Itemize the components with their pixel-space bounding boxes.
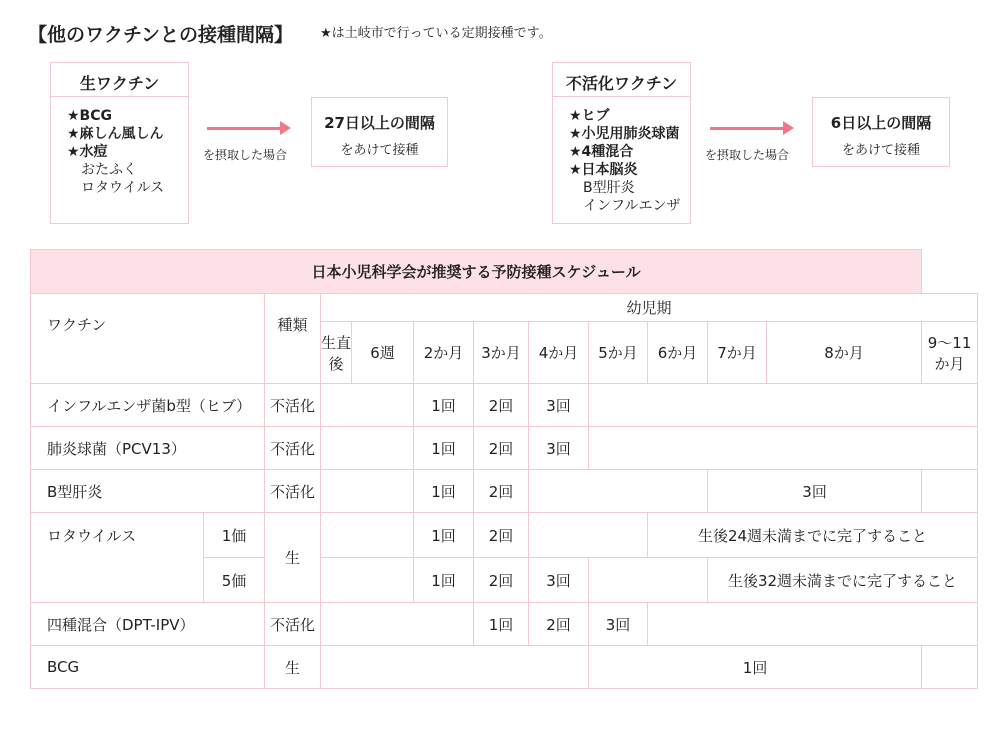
live-arrow-label: を摂取した場合 [203,148,288,162]
inactive-interval-box [812,97,950,167]
vaccine-type: 不活化 [265,427,321,470]
vaccine-variant: 5価 [204,558,265,603]
dose-cell: 1回 [414,558,474,603]
vaccine-type: 生 [265,646,321,689]
period-header-cell: 4か月 [529,322,589,384]
period-header-cell: 8か月 [767,322,922,384]
vaccine-name: インフルエンザ菌b型（ヒブ） [31,384,265,427]
list-item: インフルエンザ [583,198,681,214]
live-vaccine-heading: 生ワクチン [79,74,160,93]
live-interval-box [311,97,448,167]
empty-cell [321,427,414,470]
inactive-interval-note: をあけて接種 [841,143,920,158]
dose-cell: 1回 [589,646,922,689]
vaccine-type: 不活化 [265,603,321,646]
vaccine-type: 不活化 [265,470,321,513]
dose-cell: 3回 [708,470,922,513]
empty-cell [529,513,648,558]
vaccine-name: ロタウイルス [31,513,204,603]
dose-cell: 2回 [474,384,529,427]
dose-cell: 1回 [414,427,474,470]
live-vaccine-heading-box [50,62,189,98]
list-item: ★水痘 [67,144,108,160]
period-header: 幼児期 [321,294,978,322]
empty-cell [589,427,978,470]
type-column-header: 種類 [265,294,321,384]
vaccine-name: BCG [31,646,265,689]
dose-cell: 3回 [529,427,589,470]
period-header-cell: 6か月 [648,322,708,384]
schedule-table [30,249,978,689]
arrow-right-icon [207,127,281,130]
dose-cell: 1回 [414,470,474,513]
inactive-arrow-label: を摂取した場合 [705,148,790,162]
empty-cell [589,384,978,427]
empty-cell [589,558,708,603]
vaccine-type: 不活化 [265,384,321,427]
period-header-cell: 7か月 [708,322,767,384]
page-title: 【他のワクチンとの接種間隔】 [28,24,294,46]
table-row [31,384,978,427]
period-header-cell: 3か月 [474,322,529,384]
list-item: ★日本脳炎 [569,162,638,178]
inactive-vaccine-list-box [552,96,691,224]
empty-cell [529,470,708,513]
list-item: ★BCG [67,108,112,124]
dose-cell: 2回 [474,558,529,603]
live-interval-days: 27日以上の間隔 [324,114,435,132]
list-item: ロタウイルス [81,180,165,196]
empty-cell [321,384,414,427]
dose-cell: 1回 [414,513,474,558]
dose-cell: 2回 [474,427,529,470]
dose-cell: 2回 [474,513,529,558]
table-row [31,646,978,689]
empty-cell [922,470,978,513]
dose-cell: 3回 [529,384,589,427]
inactive-interval-days: 6日以上の間隔 [830,114,932,132]
list-item: おたふく [81,162,137,178]
empty-cell [321,470,414,513]
dose-cell: 3回 [529,558,589,603]
table-row [31,513,978,558]
dose-cell: 2回 [529,603,589,646]
completion-note: 生後32週未満までに完了すること [708,558,978,603]
vaccine-variant: 1価 [204,513,265,558]
inactive-vaccine-heading-box [552,62,691,98]
live-vaccine-list [51,97,188,197]
period-header-cell: 2か月 [414,322,474,384]
table-row [31,470,978,513]
list-item: ★ヒブ [569,108,610,124]
empty-cell [321,513,414,558]
list-item: B型肝炎 [583,180,635,196]
empty-cell [321,558,414,603]
schedule-title: 日本小児科学会が推奨する予防接種スケジュール [31,250,922,294]
vaccine-name: 肺炎球菌（PCV13） [31,427,265,470]
live-vaccine-list-box [50,96,189,224]
arrow-right-icon [710,127,784,130]
inactive-vaccine-list [553,97,690,215]
vaccine-type: 生 [265,513,321,603]
period-header-cell: 9～11か月 [922,322,978,384]
table-row [31,427,978,470]
dose-cell: 1回 [474,603,529,646]
vaccine-name: 四種混合（DPT-IPV） [31,603,265,646]
list-item: ★麻しん風しん [67,126,164,142]
empty-cell [922,646,978,689]
live-interval-note: をあけて接種 [340,143,419,158]
period-header-cell: 6週 [352,322,414,384]
period-header-cell: 5か月 [589,322,648,384]
empty-cell [648,603,978,646]
empty-cell [321,603,474,646]
period-header-cell: 生直後 [321,322,352,384]
page-note: ★は土岐市で行っている定期接種です。 [320,26,552,41]
vaccine-name: B型肝炎 [31,470,265,513]
table-row [31,603,978,646]
dose-cell: 1回 [414,384,474,427]
empty-cell [321,646,589,689]
completion-note: 生後24週未満までに完了すること [648,513,978,558]
dose-cell: 3回 [589,603,648,646]
dose-cell: 2回 [474,470,529,513]
list-item: ★4種混合 [569,144,634,160]
inactive-vaccine-heading: 不活化ワクチン [565,74,678,93]
vaccine-column-header: ワクチン [31,294,265,384]
list-item: ★小児用肺炎球菌 [569,126,680,142]
